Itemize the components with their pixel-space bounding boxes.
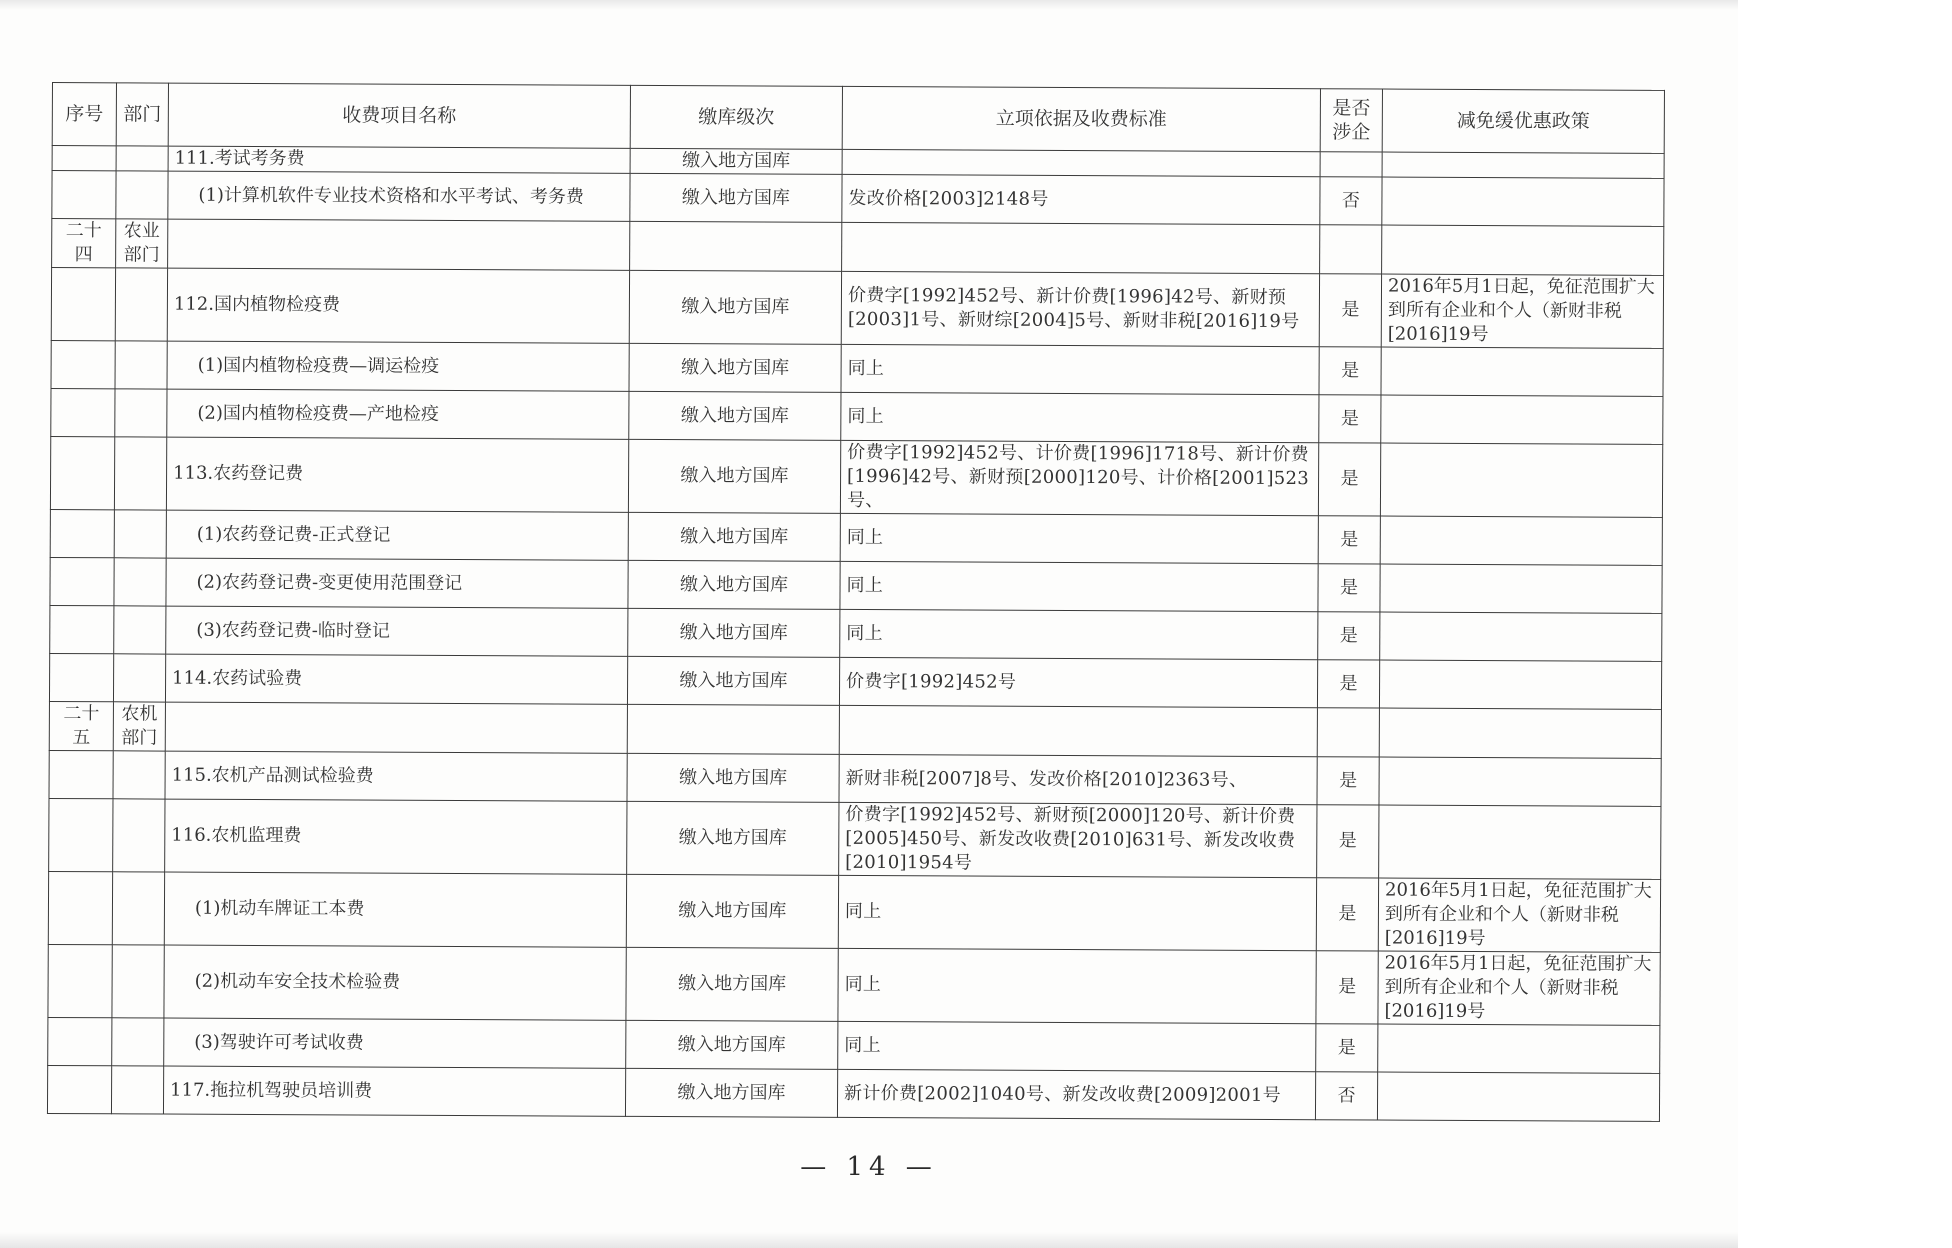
cell-enterprise: 否: [1320, 177, 1382, 225]
cell-level: [627, 704, 839, 754]
cell-policy: [1381, 347, 1663, 396]
cell-enterprise: 是: [1317, 805, 1379, 878]
table-body: [47, 146, 1664, 1122]
cell-level: 缴入地方国库: [628, 560, 840, 609]
cell-policy: [1382, 177, 1664, 226]
cell-level: 缴入地方国库: [629, 343, 841, 392]
cell-dept: [112, 945, 164, 1018]
cell-policy: [1381, 395, 1663, 444]
cell-dept: 农机部门: [113, 702, 165, 751]
header-level: 缴库级次: [630, 85, 842, 149]
cell-name: 113.农药登记费: [166, 437, 628, 512]
header-basis: 立项依据及收费标准: [842, 86, 1320, 151]
cell-policy: [1380, 516, 1662, 565]
cell-level: 缴入地方国库: [630, 173, 842, 222]
cell-basis: 价费字[1992]452号、新计价费[1996]42号、新财预[2003]1号、新财综[2004]5号、新财非税[2016]19号: [841, 271, 1319, 346]
cell-policy: [1382, 225, 1664, 275]
cell-no: [49, 750, 113, 798]
cell-level: 缴入地方国库: [625, 1068, 837, 1117]
cell-enterprise: 是: [1316, 1024, 1378, 1072]
table-row: [48, 1017, 1660, 1073]
table-row: [50, 509, 1662, 565]
cell-basis: 价费字[1992]452号: [839, 657, 1317, 707]
cell-enterprise: 是: [1316, 878, 1378, 951]
cell-level: 缴入地方国库: [629, 391, 841, 440]
cell-basis: [839, 705, 1317, 756]
cell-dept: [114, 510, 166, 558]
cell-basis: 同上: [841, 392, 1319, 442]
cell-level: 缴入地方国库: [626, 947, 838, 1021]
cell-no: [50, 605, 114, 653]
cell-no: [49, 653, 113, 701]
cell-dept: [113, 654, 165, 702]
cell-policy: [1378, 1024, 1660, 1073]
cell-basis: 新财非税[2007]8号、发改价格[2010]2363号、: [839, 754, 1317, 804]
table-row: [49, 798, 1661, 879]
cell-no: [49, 798, 113, 871]
table-header-row: [52, 83, 1664, 154]
cell-policy: [1380, 443, 1662, 517]
cell-name: (1)计算机软件专业技术资格和水平考试、考务费: [168, 171, 630, 221]
table-row: [52, 171, 1664, 227]
table-row: [48, 944, 1660, 1025]
cell-name: (2)机动车安全技术检验费: [164, 945, 626, 1020]
cell-no: [48, 944, 112, 1017]
cell-dept: 农业部门: [116, 219, 168, 268]
cell-dept: [112, 1018, 164, 1066]
cell-no: [52, 171, 116, 219]
cell-basis: 同上: [838, 875, 1316, 950]
cell-dept: [115, 389, 167, 437]
cell-dept: [112, 872, 164, 945]
cell-policy: 2016年5月1日起，免征范围扩大到所有企业和个人（新财非税[2016]19号: [1378, 878, 1660, 952]
cell-no: [50, 436, 114, 509]
cell-basis: 同上: [840, 513, 1318, 563]
cell-dept: [114, 606, 166, 654]
cell-level: 缴入地方国库: [627, 656, 839, 705]
header-name: 收费项目名称: [168, 83, 630, 148]
page-number: — 14 —: [800, 1152, 938, 1182]
cell-name: 115.农机产品测试检验费: [165, 751, 627, 801]
fee-table: [47, 82, 1665, 1122]
cell-no: [50, 509, 114, 557]
cell-level: 缴入地方国库: [629, 270, 841, 344]
cell-policy: [1380, 612, 1662, 661]
cell-dept: [113, 799, 165, 872]
table-row: [50, 605, 1662, 661]
cell-dept: [114, 558, 166, 606]
cell-level: 缴入地方国库: [628, 439, 840, 513]
cell-enterprise: [1317, 708, 1379, 757]
cell-basis: [842, 149, 1320, 176]
header-no: 序号: [52, 83, 116, 146]
cell-level: 缴入地方国库: [627, 753, 839, 802]
cell-basis: 发改价格[2003]2148号: [842, 174, 1320, 224]
cell-dept: [116, 146, 168, 171]
cell-no: [48, 1017, 112, 1065]
cell-name: (3)农药登记费-临时登记: [166, 606, 628, 656]
cell-dept: [116, 171, 168, 219]
table-row: [49, 701, 1661, 758]
table-row: [52, 219, 1664, 276]
cell-basis: 新计价费[2002]1040号、新发改收费[2009]2001号: [837, 1069, 1315, 1119]
cell-name: 116.农机监理费: [165, 799, 627, 874]
cell-name: 112.国内植物检疫费: [167, 268, 629, 343]
cell-enterprise: 是: [1318, 443, 1380, 516]
cell-basis: 同上: [840, 609, 1318, 659]
table-row: [50, 436, 1662, 517]
cell-no: [47, 1065, 111, 1113]
header-dept: 部门: [116, 83, 168, 146]
cell-name: (1)机动车牌证工本费: [164, 872, 626, 947]
table-row: [47, 1065, 1659, 1121]
scan-margin: [1738, 0, 1952, 1248]
scan-top-edge: [0, 0, 1738, 10]
cell-basis: [842, 222, 1320, 273]
cell-no: [50, 557, 114, 605]
table-row: [51, 340, 1663, 396]
cell-name: 111.考试考务费: [168, 146, 630, 173]
cell-level: [630, 221, 842, 271]
cell-enterprise: 是: [1318, 516, 1380, 564]
cell-basis: 价费字[1992]452号、计价费[1996]1718号、新计价费[1996]42号、新财预[2000]120号、计价格[2001]523号、: [840, 440, 1318, 515]
cell-enterprise: 是: [1318, 612, 1380, 660]
header-enterprise: 是否涉企: [1320, 89, 1382, 152]
cell-no: [51, 340, 115, 388]
cell-enterprise: 是: [1317, 757, 1379, 805]
cell-enterprise: 是: [1319, 274, 1381, 347]
cell-enterprise: 是: [1317, 660, 1379, 708]
cell-name: (1)国内植物检疫费—调运检疫: [167, 341, 629, 391]
cell-enterprise: 否: [1315, 1072, 1377, 1120]
cell-policy: [1379, 757, 1661, 806]
cell-name: (2)农药登记费-变更使用范围登记: [166, 558, 628, 608]
cell-level: 缴入地方国库: [630, 148, 842, 174]
cell-no: [48, 871, 112, 944]
cell-name: 114.农药试验费: [165, 654, 627, 704]
table-row: [49, 653, 1661, 709]
cell-name: 117.拖拉机驾驶员培训费: [163, 1066, 625, 1116]
cell-dept: [113, 751, 165, 799]
cell-dept: [115, 341, 167, 389]
scan-bottom-edge: [0, 1232, 1738, 1248]
cell-level: 缴入地方国库: [628, 608, 840, 657]
table-row: [49, 750, 1661, 806]
table-row: [48, 871, 1660, 952]
cell-policy: 2016年5月1日起，免征范围扩大到所有企业和个人（新财非税[2016]19号: [1378, 951, 1660, 1025]
cell-no: [51, 268, 115, 341]
cell-basis: 同上: [841, 344, 1319, 394]
cell-basis: 价费字[1992]452号、新财预[2000]120号、新计价费[2005]450号、新发改收费[2010]631号、新发改收费[2010]1954号: [839, 802, 1317, 877]
cell-no: [51, 388, 115, 436]
cell-policy: [1379, 708, 1661, 758]
cell-enterprise: 是: [1316, 951, 1378, 1024]
cell-basis: 同上: [838, 1021, 1316, 1071]
cell-level: 缴入地方国库: [626, 874, 838, 948]
table-row: [51, 268, 1663, 349]
cell-name: [165, 702, 627, 753]
cell-name: (3)驾驶许可考试收费: [164, 1018, 626, 1068]
cell-policy: [1382, 152, 1664, 178]
cell-no: [52, 146, 116, 171]
cell-enterprise: 是: [1319, 395, 1381, 443]
cell-enterprise: [1320, 225, 1382, 274]
cell-level: 缴入地方国库: [626, 1020, 838, 1069]
cell-name: [168, 219, 630, 270]
cell-enterprise: [1320, 152, 1382, 177]
cell-enterprise: 是: [1319, 347, 1381, 395]
cell-basis: 同上: [840, 561, 1318, 611]
cell-dept: [115, 268, 167, 341]
cell-level: 缴入地方国库: [627, 801, 839, 875]
cell-no: 二十五: [49, 701, 113, 750]
cell-dept: [111, 1066, 163, 1114]
cell-policy: [1380, 564, 1662, 613]
table-row: [50, 557, 1662, 613]
cell-policy: [1377, 1072, 1659, 1121]
cell-basis: 同上: [838, 948, 1316, 1023]
cell-dept: [114, 437, 166, 510]
cell-name: (1)农药登记费-正式登记: [166, 510, 628, 560]
table-row: [51, 388, 1663, 444]
cell-enterprise: 是: [1318, 564, 1380, 612]
cell-policy: [1379, 660, 1661, 709]
cell-policy: [1379, 805, 1661, 879]
cell-policy: 2016年5月1日起，免征范围扩大到所有企业和个人（新财非税[2016]19号: [1381, 274, 1663, 348]
cell-level: 缴入地方国库: [628, 512, 840, 561]
cell-no: 二十四: [52, 219, 116, 268]
header-policy: 减免缓优惠政策: [1382, 89, 1664, 153]
cell-name: (2)国内植物检疫费—产地检疫: [167, 389, 629, 439]
